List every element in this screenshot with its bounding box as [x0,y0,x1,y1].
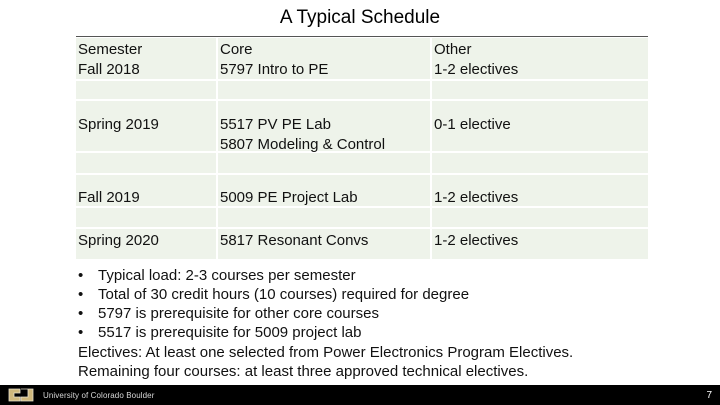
bullet-icon: • [78,267,84,284]
table-cell: 0-1 elective [434,116,511,133]
page-number: 7 [706,390,712,401]
list-item [78,304,469,323]
column-divider [430,38,432,99]
schedule-table [76,38,648,261]
bullet-list [78,266,469,342]
table-row [76,101,648,175]
cu-logo-icon [6,385,36,405]
list-item [78,266,469,285]
column-divider [216,229,218,259]
bullet-text: Typical load: 2-3 courses per semester [98,267,356,284]
table-cell: 1-2 electives [434,189,519,206]
slide-title: A Typical Schedule [279,7,441,28]
table-cell: 5009 PE Project Lab [220,189,358,206]
table-cell: Semester Fall 2018 [78,41,143,78]
column-divider [216,101,218,173]
table-cell: Spring 2019 [78,116,159,133]
bullet-icon: • [78,324,84,341]
bullet-text: 5797 is prerequisite for other core courses [98,305,379,322]
table-cell: 5517 PV PE Lab 5807 Modeling & Control [220,116,386,153]
table-row [76,175,648,229]
list-item [78,285,469,304]
bullet-text: Total of 30 credit hours (10 courses) required for degree [98,286,470,303]
bullet-text: 5517 is prerequisite for 5009 project lab [98,324,362,341]
title-divider [76,36,648,37]
column-divider [430,175,432,227]
table-cell: 1-2 electives [434,232,519,249]
table-row [76,229,648,261]
bullet-icon: • [78,305,84,322]
column-divider [216,175,218,227]
table-cell: Other 1-2 electives [434,41,519,78]
table-cell: Fall 2019 [78,189,140,206]
table-row [76,38,648,101]
row-divider [76,206,648,208]
table-cell: 5817 Resonant Convs [220,232,369,249]
column-divider [430,101,432,173]
list-item [78,323,469,342]
remaining-courses-note: Remaining four courses: at least three approved technical electives. [78,363,529,380]
table-cell: Spring 2020 [78,232,159,249]
column-divider [216,38,218,99]
row-divider [76,79,648,81]
table-cell: Core 5797 Intro to PE [220,41,329,78]
bullet-icon: • [78,286,84,303]
column-divider [430,229,432,259]
electives-note: Electives: At least one selected from Power Electronics Program Electives. [78,344,574,361]
university-name: University of Colorado Boulder [43,391,155,400]
